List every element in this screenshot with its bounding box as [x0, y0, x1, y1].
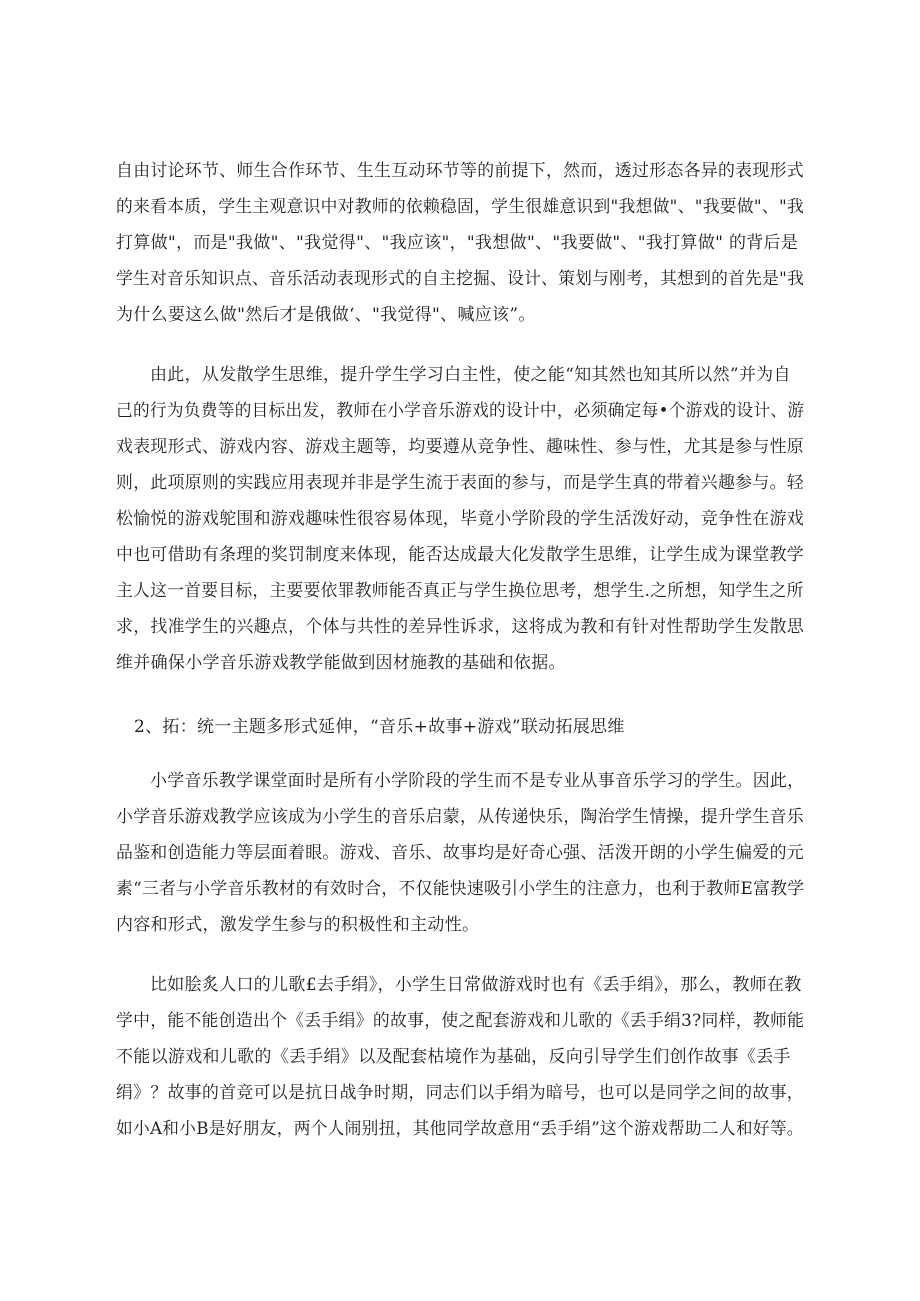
paragraph-3-line-4: 素“三者与小学音乐教材的有效时合，不仅能快速吸引小学生的注意力，也利于教师E富教学: [116, 879, 805, 899]
paragraph-1-line-5: 为什么要这么做"然后才是俄做‘、"我觉得"、喊应该”。: [116, 305, 536, 325]
paragraph-4-line-1: 比如脍炙人口的儿歌£去手绢》，小学生日常做游戏时也有《丢手绢》，那么，教师在教: [150, 975, 802, 995]
paragraph-3-line-1: 小学音乐教学课堂面时是所有小学阶段的学生而不是专业从事音乐学习的学生。因此，: [150, 771, 805, 791]
paragraph-4-line-5: 如小A和小B是好朋友，两个人闹别扭，其他同学故意用“丢手绢”这个游戏帮助二人和好等。: [116, 1119, 804, 1139]
paragraph-2-line-1: 由此，从发散学生思维，提升学生学习白主性，使之能“知其然也知其所以然”并为自: [150, 365, 791, 385]
paragraph-2-line-2: 己的行为负费等的目标出发，教师在小学音乐游戏的设计中，必须确定每•个游戏的设计、游: [116, 401, 805, 421]
paragraph-2-line-7: 主人这一首要目标，主要要依罪教师能否真正与学生换位思考，想学生.之所想，知学生之所: [116, 581, 804, 601]
section-heading: 2、拓：统一主题多形式延伸，“音乐+故事+游戏”联动拓展思维: [134, 717, 625, 737]
paragraph-1-line-1: 自由讨论环节、师生合作环节、生生互动环节等的前提下，然而，透过形态各异的表现形式: [116, 161, 804, 181]
paragraph-2-line-5: 松愉悦的游戏鸵围和游戏趣味性很容易体现，毕竟小学阶段的学生活泼好动，竞争性在游戏: [116, 509, 804, 529]
paragraph-1-line-2: 的来看本质，学生主观意识中对教师的依赖稳固，学生很雄意识到"我想做"、"我要做"、"我: [116, 197, 805, 217]
paragraph-1-line-4: 学生对音乐知识点、音乐活动表现形式的自主挖掘、设计、策划与刚考，其想到的首先是"我: [116, 269, 805, 289]
paragraph-3-line-5: 内容和形式，激发学生参与的积极性和主动性。: [116, 915, 480, 935]
paragraph-3-line-2: 小学音乐游戏教学应该成为小学生的音乐启蒙，从传递快乐，陶治学生情操，提升学生音乐: [116, 807, 804, 827]
paragraph-4-line-4: 绢》？故事的首竞可以是抗日战争时期，同志们以手绢为暗号，也可以是同学之间的故事，: [116, 1083, 804, 1103]
paragraph-2-line-6: 中也可借助有条理的奖罚制度来体现，能否达成最大化发散学生思维，让学生成为课堂教学: [116, 545, 804, 565]
paragraph-4-line-3: 不能以游戏和儿歌的《丢手绢》以及配套枯境作为基础，反向引导学生们创作故事《丢手: [116, 1047, 791, 1067]
paragraph-4-line-2: 学中，能不能创造出个《丢手绢》的故事，使之配套游戏和儿歌的《丢手绢3?同样，教师能: [116, 1011, 805, 1031]
paragraph-2-line-8: 求，找准学生的兴趣点，个体与共性的差异性诉求，这将成为教和有针对性帮助学生发散思: [116, 617, 804, 637]
paragraph-2-line-9: 维并确保小学音乐游戏教学能做到因材施教的基础和依据。: [116, 653, 566, 673]
paragraph-3-line-3: 品鉴和创造能力等层面着眼。游戏、音乐、故事均是好奇心强、活泼开朗的小学生偏爱的元: [116, 843, 804, 863]
paragraph-1-line-3: 打算做"，而是"我做"、"我觉得"、"我应该"，"我想做"、"我要做"、"我打算做" 的背后是: [116, 233, 799, 253]
paragraph-2-line-4: 则，此项原则的实践应用表现并非是学生流于表面的参与，而是学生真的带着兴趣参与。轻: [116, 473, 804, 493]
paragraph-2-line-3: 戏表现形式、游戏内容、游戏主题等，均要遵从竞争性、趣味性、参与性，尤其是参与性原: [116, 437, 804, 457]
